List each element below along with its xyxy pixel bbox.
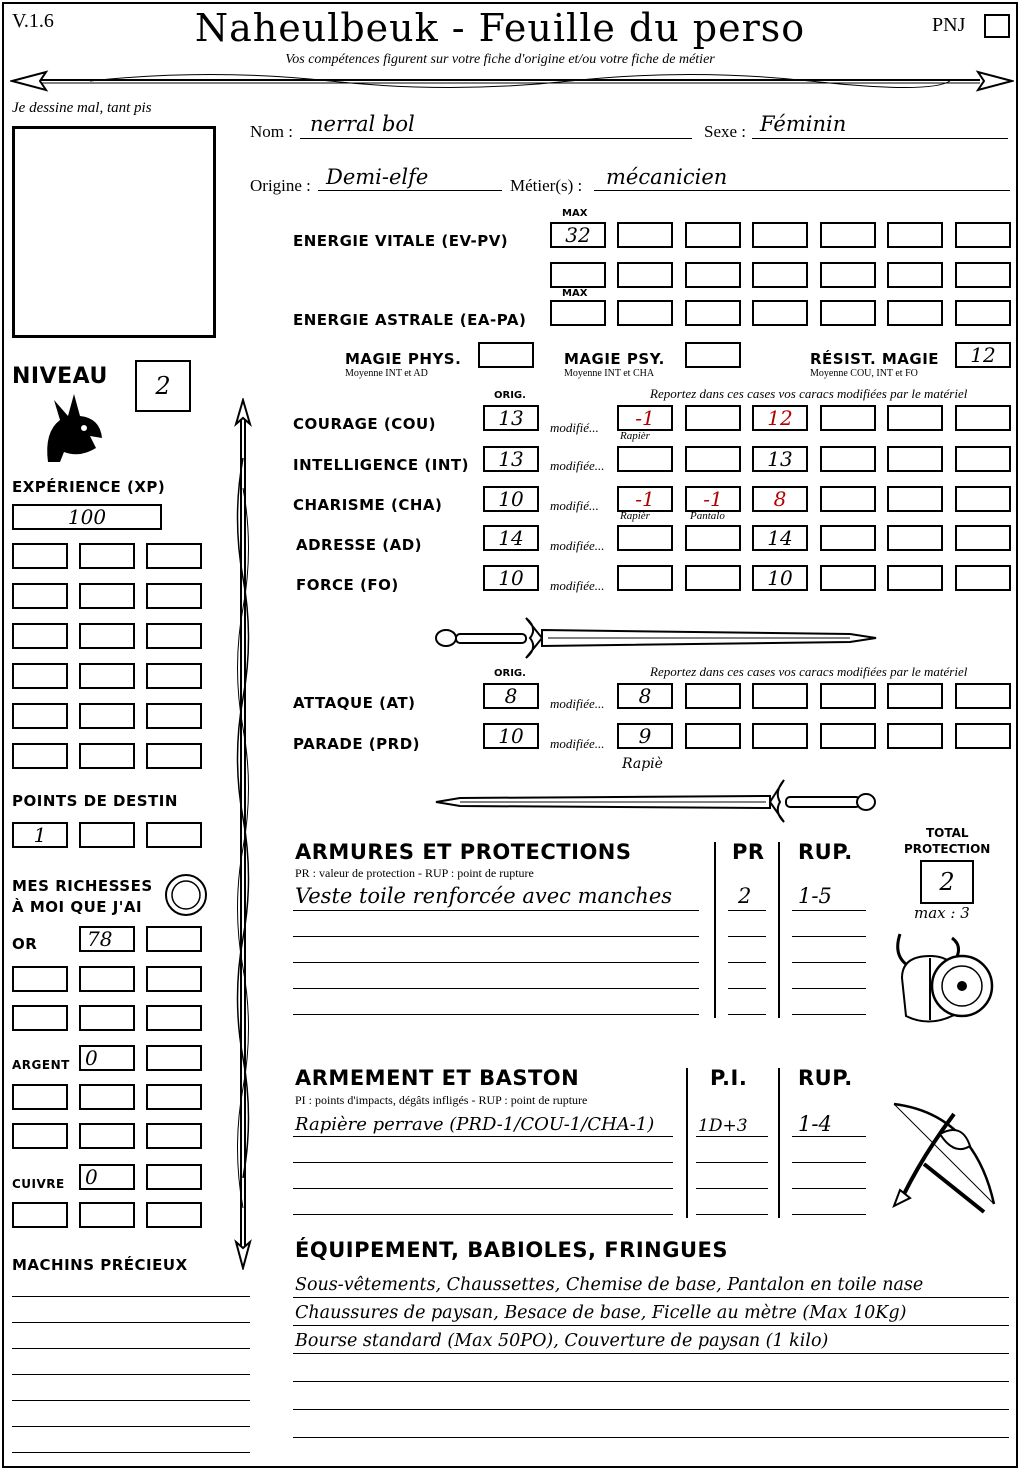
metier-line xyxy=(594,190,1010,191)
xp-box[interactable] xyxy=(146,583,202,609)
weapon-item-rup[interactable]: 1-4 xyxy=(798,1112,832,1136)
ad-final-value: 14 xyxy=(767,526,793,550)
armor-rup-line[interactable] xyxy=(792,988,866,989)
cha-mod-note-2: Pantalo xyxy=(690,510,725,522)
int-label: INTELLIGENCE (INT) xyxy=(293,456,469,474)
cha-label: CHARISME (CHA) xyxy=(293,496,443,514)
at-orig-box[interactable] xyxy=(483,683,539,709)
at-label: ATTAQUE (AT) xyxy=(293,694,416,712)
sexe-label: Sexe : xyxy=(704,122,747,141)
ad-mod-box[interactable] xyxy=(617,525,673,551)
at-mod-box[interactable] xyxy=(752,683,808,709)
resist-magie-value: 12 xyxy=(970,343,996,367)
ev-box[interactable] xyxy=(820,262,876,288)
xp-box[interactable] xyxy=(12,703,68,729)
argent-value: 0 xyxy=(85,1046,98,1070)
at-mod-box[interactable] xyxy=(955,683,1011,709)
nom-label: Nom : xyxy=(250,122,293,141)
xp-box[interactable] xyxy=(146,703,202,729)
armor-line[interactable] xyxy=(293,988,699,989)
armor-sub: PR : valeur de protection - RUP : point de rupture xyxy=(295,866,534,880)
armor-pr-line[interactable] xyxy=(728,962,766,963)
int-orig-value: 13 xyxy=(498,447,524,471)
ea-box[interactable] xyxy=(820,300,876,326)
machins-line[interactable] xyxy=(12,1374,250,1375)
cuivre-value: 0 xyxy=(85,1165,98,1189)
prd-label: PARADE (PRD) xyxy=(293,735,421,753)
cuivre-box[interactable] xyxy=(146,1202,202,1228)
cou-mod-box[interactable] xyxy=(752,405,808,431)
ev-box[interactable] xyxy=(685,222,741,248)
weapon-line[interactable] xyxy=(293,1188,673,1189)
xp-box[interactable] xyxy=(79,623,135,649)
cha-mod-note: Rapièr xyxy=(620,510,650,522)
at-orig-value: 8 xyxy=(504,684,518,708)
int-mod-box[interactable] xyxy=(617,446,673,472)
origine-label: Origine : xyxy=(250,176,311,195)
ea-box[interactable] xyxy=(685,300,741,326)
or-value: 78 xyxy=(87,927,113,951)
ad-label: ADRESSE (AD) xyxy=(296,536,423,554)
ev-box[interactable] xyxy=(955,262,1011,288)
ad-orig-value: 14 xyxy=(498,526,524,550)
xp-box[interactable] xyxy=(12,663,68,689)
richesses-label-2: À MOI QUE J'AI xyxy=(12,898,143,916)
cou-mod-box[interactable] xyxy=(820,405,876,431)
or-box[interactable] xyxy=(146,966,202,992)
richesses-label-1: MES RICHESSES xyxy=(12,877,153,895)
argent-box[interactable] xyxy=(146,1123,202,1149)
fo-label: FORCE (FO) xyxy=(296,576,399,594)
xp-box[interactable] xyxy=(146,743,202,769)
prd-mod-box[interactable] xyxy=(752,723,808,749)
weapons-title: ARMEMENT ET BASTON xyxy=(295,1066,580,1090)
argent-box[interactable] xyxy=(146,1084,202,1110)
ad-mod-box[interactable] xyxy=(752,525,808,551)
or-box[interactable] xyxy=(146,1005,202,1031)
equipment-line[interactable] xyxy=(293,1297,1009,1298)
fo-orig-box[interactable] xyxy=(483,565,539,591)
orig-label: ORIG. xyxy=(494,390,526,401)
equipment-line[interactable] xyxy=(293,1409,1009,1410)
sexe-value[interactable]: Féminin xyxy=(760,112,847,136)
at-modifiee-label: modifiée... xyxy=(550,696,605,711)
ev-box[interactable] xyxy=(887,222,943,248)
ev-box[interactable] xyxy=(752,262,808,288)
weapon-pi-line[interactable] xyxy=(696,1188,768,1189)
magie-phys-sub: Moyenne INT et AD xyxy=(345,368,428,379)
ea-box[interactable] xyxy=(752,300,808,326)
origine-line xyxy=(318,190,502,191)
cou-label: COURAGE (COU) xyxy=(293,415,437,433)
armor-pr-line[interactable] xyxy=(728,1014,766,1015)
argent-box[interactable] xyxy=(12,1084,68,1110)
report-note-2: Reportez dans ces cases vos caracs modifiées par le matériel xyxy=(650,664,968,679)
cha-mod-value: -1 xyxy=(635,487,655,511)
resist-magie-box[interactable] xyxy=(955,342,1011,368)
cou-mod-value: -1 xyxy=(635,406,655,430)
weapons-divider xyxy=(778,1068,780,1218)
equipment-line[interactable] xyxy=(293,1381,1009,1382)
armor-item[interactable]: Veste toile renforcée avec manches xyxy=(295,884,673,908)
ev-box[interactable] xyxy=(617,222,673,248)
prd-mod-value: 9 xyxy=(638,724,652,748)
equipment-line-2[interactable]: Chaussures de paysan, Besace de base, Ficelle au mètre (Max 10Kg) xyxy=(295,1303,907,1323)
total-protection-value: 2 xyxy=(939,868,955,896)
destin-label: POINTS DE DESTIN xyxy=(12,792,178,810)
int-final-value: 13 xyxy=(767,447,793,471)
pnj-label: PNJ xyxy=(932,14,966,36)
nom-line xyxy=(300,138,692,139)
weapons-pi-label: P.I. xyxy=(710,1066,748,1090)
argent-box[interactable] xyxy=(79,1045,135,1071)
ev-box[interactable] xyxy=(887,262,943,288)
metier-label: Métier(s) : xyxy=(510,176,583,195)
prd-mod-box[interactable] xyxy=(617,723,673,749)
equipment-title: ÉQUIPEMENT, BABIOLES, FRINGUES xyxy=(295,1238,728,1262)
armor-divider xyxy=(778,842,780,1018)
ea-max-box[interactable] xyxy=(550,300,606,326)
xp-value: 100 xyxy=(67,505,107,529)
cou-final-value: 12 xyxy=(767,406,793,430)
int-mod-box[interactable] xyxy=(820,446,876,472)
xp-box[interactable] xyxy=(12,543,68,569)
int-mod-box[interactable] xyxy=(685,446,741,472)
argent-box[interactable] xyxy=(79,1084,135,1110)
cou-mod-box[interactable] xyxy=(955,405,1011,431)
xp-box[interactable] xyxy=(146,663,202,689)
prd-mod-note: Rapiè xyxy=(622,756,663,772)
machins-label: MACHINS PRÉCIEUX xyxy=(12,1256,188,1274)
ev-box[interactable] xyxy=(550,262,606,288)
armor-line[interactable] xyxy=(293,1014,699,1015)
armor-rup-label: RUP. xyxy=(798,840,853,864)
cou-mod-note: Rapièr xyxy=(620,430,650,442)
fo-mod-box[interactable] xyxy=(752,565,808,591)
destin-box[interactable] xyxy=(79,822,135,848)
fo-mod-box[interactable] xyxy=(617,565,673,591)
prd-mod-box[interactable] xyxy=(955,723,1011,749)
ev-box[interactable] xyxy=(685,262,741,288)
helmet-shield-icon xyxy=(890,928,1000,1032)
machins-line[interactable] xyxy=(12,1452,250,1453)
armor-pr-label: PR xyxy=(732,840,765,864)
int-mod-box[interactable] xyxy=(752,446,808,472)
cha-final-value: 8 xyxy=(773,487,787,511)
ea-box[interactable] xyxy=(955,300,1011,326)
ea-box[interactable] xyxy=(887,300,943,326)
or-box[interactable] xyxy=(79,966,135,992)
ad-mod-box[interactable] xyxy=(685,525,741,551)
ea-max-label: MAX xyxy=(562,288,588,299)
fo-mod-box[interactable] xyxy=(955,565,1011,591)
weapon-pi-line[interactable] xyxy=(696,1136,768,1137)
xp-box[interactable] xyxy=(79,583,135,609)
ad-orig-box[interactable] xyxy=(483,525,539,551)
armor-rup-line[interactable] xyxy=(792,1014,866,1015)
cou-mod-box[interactable] xyxy=(887,405,943,431)
cou-modifie-label: modifié... xyxy=(550,420,599,435)
int-mod-box[interactable] xyxy=(887,446,943,472)
xp-label: EXPÉRIENCE (XP) xyxy=(12,478,166,496)
prd-mod-box[interactable] xyxy=(820,723,876,749)
or-box[interactable] xyxy=(79,1005,135,1031)
weapon-item[interactable]: Rapière perrave (PRD-1/COU-1/CHA-1) xyxy=(295,1114,655,1135)
weapons-icon xyxy=(884,1094,1004,1218)
portrait-box[interactable] xyxy=(12,126,216,338)
ad-mod-box[interactable] xyxy=(887,525,943,551)
niveau-label: NIVEAU xyxy=(12,364,108,389)
cou-mod-box[interactable] xyxy=(617,405,673,431)
weapons-sub: PI : points d'impacts, dégâts infligés - RUP : point de rupture xyxy=(295,1093,588,1107)
machins-line[interactable] xyxy=(12,1322,250,1323)
at-mod-box[interactable] xyxy=(820,683,876,709)
report-note: Reportez dans ces cases vos caracs modifiées par le matériel xyxy=(650,386,968,401)
magie-psy-box[interactable] xyxy=(685,342,741,368)
weapons-rup-label: RUP. xyxy=(798,1066,853,1090)
cou-orig-value: 13 xyxy=(498,406,524,430)
xp-box[interactable] xyxy=(79,663,135,689)
ev-box[interactable] xyxy=(955,222,1011,248)
cha-orig-box[interactable] xyxy=(483,486,539,512)
equipment-line[interactable] xyxy=(293,1325,1009,1326)
weapon-line[interactable] xyxy=(293,1162,673,1163)
at-mod-value: 8 xyxy=(638,684,652,708)
weapon-rup-line[interactable] xyxy=(792,1188,866,1189)
weapon-pi-line[interactable] xyxy=(696,1162,768,1163)
weapon-rup-line[interactable] xyxy=(792,1162,866,1163)
ev-box[interactable] xyxy=(752,222,808,248)
fo-mod-box[interactable] xyxy=(887,565,943,591)
xp-box[interactable] xyxy=(12,623,68,649)
cha-mod-box[interactable] xyxy=(955,486,1011,512)
weapon-rup-line[interactable] xyxy=(792,1214,866,1215)
armor-rup-line[interactable] xyxy=(792,910,866,911)
nom-value[interactable]: nerral bol xyxy=(310,112,415,136)
armor-rup-line[interactable] xyxy=(792,962,866,963)
magie-phys-box[interactable] xyxy=(478,342,534,368)
armor-line[interactable] xyxy=(293,910,699,911)
cha-mod-box[interactable] xyxy=(887,486,943,512)
argent-box[interactable] xyxy=(146,1045,202,1071)
total-label-1: TOTAL xyxy=(926,826,969,840)
weapon-line[interactable] xyxy=(293,1136,673,1137)
xp-box[interactable] xyxy=(146,623,202,649)
destin-box[interactable] xyxy=(12,822,68,848)
or-box[interactable] xyxy=(12,966,68,992)
fo-modifiee-label: modifiée... xyxy=(550,578,605,593)
prd-orig-box[interactable] xyxy=(483,723,539,749)
sword-icon xyxy=(430,778,880,824)
armor-item-rup[interactable]: 1-5 xyxy=(798,884,832,908)
portrait-caption: Je dessine mal, tant pis xyxy=(12,100,152,116)
armor-line[interactable] xyxy=(293,936,699,937)
cuivre-box[interactable] xyxy=(79,1202,135,1228)
machins-line[interactable] xyxy=(12,1348,250,1349)
argent-label: ARGENT xyxy=(12,1058,70,1072)
prd-orig-value: 10 xyxy=(498,724,524,748)
origine-value[interactable]: Demi-elfe xyxy=(326,165,429,189)
cuivre-box[interactable] xyxy=(12,1202,68,1228)
ev-label: ENERGIE VITALE (EV-PV) xyxy=(293,232,509,250)
int-orig-box[interactable] xyxy=(483,446,539,472)
cha-mod-box[interactable] xyxy=(685,486,741,512)
weapon-pi-line[interactable] xyxy=(696,1214,768,1215)
ea-box[interactable] xyxy=(617,300,673,326)
ad-mod-box[interactable] xyxy=(955,525,1011,551)
prd-mod-box[interactable] xyxy=(887,723,943,749)
at-mod-box[interactable] xyxy=(617,683,673,709)
fo-orig-value: 10 xyxy=(498,566,524,590)
xp-box[interactable] xyxy=(79,703,135,729)
prd-modifiee-label: modifiée... xyxy=(550,736,605,751)
xp-box[interactable] xyxy=(79,543,135,569)
armor-item-pr[interactable]: 2 xyxy=(738,884,752,908)
machins-line[interactable] xyxy=(12,1296,250,1297)
or-box[interactable] xyxy=(12,1005,68,1031)
cha-mod-box[interactable] xyxy=(820,486,876,512)
resist-magie-label: RÉSIST. MAGIE xyxy=(810,350,940,368)
orig-label-2: ORIG. xyxy=(494,668,526,679)
magie-phys-label: MAGIE PHYS. xyxy=(345,350,462,368)
ev-max-box[interactable] xyxy=(550,222,606,248)
sword-icon xyxy=(430,614,880,660)
ea-label: ENERGIE ASTRALE (EA-PA) xyxy=(293,311,527,329)
weapons-divider xyxy=(686,1068,688,1218)
niveau-box[interactable] xyxy=(135,360,191,412)
spear-icon xyxy=(228,398,258,1270)
armor-line[interactable] xyxy=(293,962,699,963)
version-label: V.1.6 xyxy=(12,10,54,32)
page-title: Naheulbeuk - Feuille du perso xyxy=(194,6,806,50)
xp-box[interactable] xyxy=(146,543,202,569)
page-subtitle: Vos compétences figurent sur votre fiche d'origine et/ou votre fiche de métier xyxy=(285,52,715,67)
armor-pr-line[interactable] xyxy=(728,910,766,911)
at-mod-box[interactable] xyxy=(887,683,943,709)
magie-psy-label: MAGIE PSY. xyxy=(564,350,665,368)
fo-final-value: 10 xyxy=(767,566,793,590)
xp-box[interactable] xyxy=(12,743,68,769)
cuivre-box[interactable] xyxy=(146,1164,202,1190)
equipment-line-3[interactable]: Bourse standard (Max 50PO), Couverture de paysan (1 kilo) xyxy=(295,1331,829,1351)
int-mod-box[interactable] xyxy=(955,446,1011,472)
ev-box[interactable] xyxy=(820,222,876,248)
equipment-line[interactable] xyxy=(293,1353,1009,1354)
weapon-line[interactable] xyxy=(293,1214,673,1215)
magie-psy-sub: Moyenne INT et CHA xyxy=(564,368,655,379)
fo-mod-box[interactable] xyxy=(820,565,876,591)
cha-orig-value: 10 xyxy=(498,487,524,511)
ad-modifiee-label: modifiée... xyxy=(550,538,605,553)
prd-mod-box[interactable] xyxy=(685,723,741,749)
weapon-item-pi[interactable]: 1D+3 xyxy=(698,1116,748,1136)
or-box[interactable] xyxy=(79,926,135,952)
armor-pr-line[interactable] xyxy=(728,988,766,989)
equipment-line-1[interactable]: Sous-vêtements, Chaussettes, Chemise de base, Pantalon en toile nase xyxy=(295,1275,924,1295)
argent-box[interactable] xyxy=(12,1123,68,1149)
machins-line[interactable] xyxy=(12,1400,250,1401)
or-box[interactable] xyxy=(146,926,202,952)
machins-line[interactable] xyxy=(12,1426,250,1427)
equipment-line[interactable] xyxy=(293,1437,1009,1438)
destin-value: 1 xyxy=(33,823,47,847)
resist-magie-sub: Moyenne COU, INT et FO xyxy=(810,368,918,379)
armor-title: ARMURES ET PROTECTIONS xyxy=(295,840,632,864)
xp-box[interactable] xyxy=(12,504,162,530)
fo-mod-box[interactable] xyxy=(685,565,741,591)
at-mod-box[interactable] xyxy=(685,683,741,709)
ad-mod-box[interactable] xyxy=(820,525,876,551)
weapon-rup-line[interactable] xyxy=(792,1136,866,1137)
spear-divider-icon xyxy=(10,66,1014,96)
cuivre-label: CUIVRE xyxy=(12,1177,65,1191)
cuivre-box[interactable] xyxy=(79,1164,135,1190)
total-protection-box[interactable] xyxy=(920,860,974,904)
xp-box[interactable] xyxy=(79,743,135,769)
ev-box[interactable] xyxy=(617,262,673,288)
cou-mod-box[interactable] xyxy=(685,405,741,431)
sexe-line xyxy=(752,138,1008,139)
metier-value[interactable]: mécanicien xyxy=(606,165,728,189)
coin-icon xyxy=(163,872,209,918)
total-label-2: PROTECTION xyxy=(904,842,991,856)
cha-modifie-label: modifié... xyxy=(550,498,599,513)
armor-pr-line[interactable] xyxy=(728,936,766,937)
cha-mod-box[interactable] xyxy=(752,486,808,512)
cha-mod-box[interactable] xyxy=(617,486,673,512)
total-max: max : 3 xyxy=(914,904,970,922)
argent-box[interactable] xyxy=(79,1123,135,1149)
xp-box[interactable] xyxy=(12,583,68,609)
cou-orig-box[interactable] xyxy=(483,405,539,431)
or-label: OR xyxy=(12,935,38,953)
armor-rup-line[interactable] xyxy=(792,936,866,937)
ev-max-label: MAX xyxy=(562,208,588,219)
dragon-icon xyxy=(40,392,106,464)
int-modifiee-label: modifiée... xyxy=(550,458,605,473)
cha-mod-value-2: -1 xyxy=(703,487,723,511)
ev-max-value: 32 xyxy=(565,223,591,247)
destin-box[interactable] xyxy=(146,822,202,848)
pnj-checkbox[interactable] xyxy=(984,14,1010,38)
armor-divider xyxy=(714,842,716,1018)
niveau-value: 2 xyxy=(155,372,171,400)
